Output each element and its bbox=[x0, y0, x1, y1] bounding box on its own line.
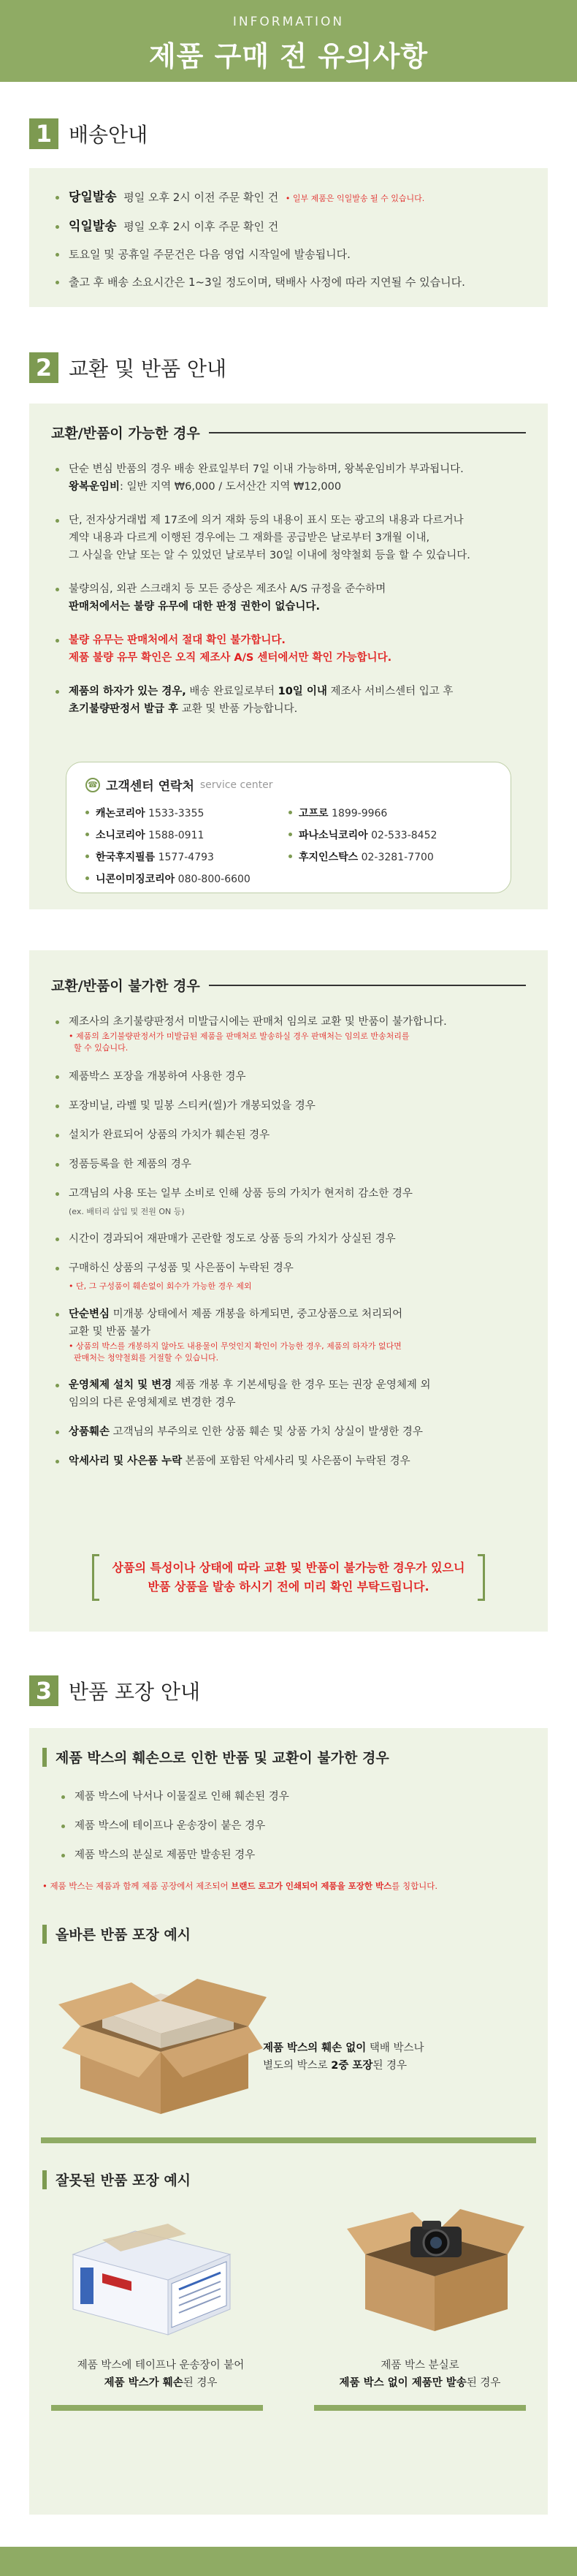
impossible-item: 설치가 완료되어 상품의 가치가 훼손된 경우 bbox=[53, 1126, 542, 1144]
section-1-heading: 배송안내 bbox=[69, 123, 148, 147]
service-center-item: 고프로 1899-9966 bbox=[288, 806, 492, 820]
delivery-box bbox=[29, 168, 548, 307]
possible-item: 단순 변심 반품의 경우 배송 완료일부터 7일 이내 가능하며, 왕복운임비가 부과됩니다. 왕복운임비: 일반 지역 ₩6,000 / 도서산간 지역 ₩12,000 bbox=[53, 461, 535, 496]
service-center-card bbox=[66, 762, 511, 893]
section-3-heading: 반품 포장 안내 bbox=[69, 1680, 201, 1704]
delivery-item: 당일발송 평일 오후 2시 이전 주문 확인 건 • 일부 제품은 익일발송 될 수 있습니다. bbox=[53, 189, 529, 208]
impossible-item: 제품박스 포장을 개봉하여 사용한 경우 bbox=[53, 1068, 542, 1086]
impossible-item: 고객님의 사용 또는 일부 소비로 인해 상품 등의 가치가 현저히 감소한 경우 (ex. 배터리 삽입 및 전원 ON 등) bbox=[53, 1185, 542, 1220]
section-3-title bbox=[29, 1674, 200, 1708]
divider bbox=[51, 2405, 263, 2411]
box-definition-note: • 제품 박스는 제품과 함께 제품 공장에서 제조되어 브랜드 로고가 인쇄되어 제품을 포장한 박스를 칭합니다. bbox=[42, 1881, 438, 1891]
service-center-item: 니콘이미징코리아 080-800-6600 bbox=[85, 871, 288, 886]
bad-example-caption-2: 제품 박스 분실로 제품 박스 없이 제품만 발송된 경우 bbox=[339, 2360, 501, 2389]
possible-item-warning: 불량 유무는 판매처에서 절대 확인 불가합니다. 제품 불량 유무 확인은 오직 제조사 A/S 센터에서만 확인 가능합니다. bbox=[53, 632, 535, 667]
possible-heading: 교환/반품이 가능한 경우 bbox=[51, 423, 526, 442]
impossible-notice: 상품의 특성이나 상태에 따라 교환 및 반품이 불가능한 경우가 있으니 반품 상품을 발송 하시기 전에 미리 확인 부탁드립니다. bbox=[29, 1554, 548, 1601]
camera-only-box-illustration bbox=[343, 2196, 526, 2335]
footer-bar bbox=[0, 2547, 577, 2576]
delivery-item: 출고 후 배송 소요시간은 1~3일 정도이며, 택배사 사정에 따라 지연될 수 있습니다. bbox=[53, 273, 529, 291]
impossible-item: 단순변심 미개봉 상태에서 제품 개봉을 하게되면, 중고상품으로 처리되어 교환 및 반품 불가 • 상품의 박스를 개봉하지 않아도 내용물이 무엇인지 확인이 가능한 경우, 제품의 하자가 없다면 판매처는 청약철회를 거절할 수 있습니다. bbox=[53, 1306, 542, 1366]
delivery-item: 토요일 및 공휴일 주문건은 다음 영업 시작일에 발송됩니다. bbox=[53, 246, 529, 263]
taped-product-box-illustration bbox=[58, 2211, 241, 2342]
service-center-item: 캐논코리아 1533-3355 bbox=[85, 806, 288, 820]
divider bbox=[314, 2405, 526, 2411]
section-1-number: 1 bbox=[29, 118, 58, 149]
service-center-item: 한국후지필름 1577-4793 bbox=[85, 849, 288, 864]
damage-heading: 제품 박스의 훼손으로 인한 반품 및 교환이 불가한 경우 bbox=[42, 1747, 389, 1767]
good-example-heading: 올바른 반품 포장 예시 bbox=[42, 1924, 191, 1944]
impossible-item: 운영체제 설치 및 변경 제품 개봉 후 기본세팅을 한 경우 또는 권장 운영체제 외 임의의 다른 운영체제로 변경한 경우 bbox=[53, 1376, 542, 1412]
impossible-item: 상품훼손 고객님의 부주의로 인한 상품 훼손 및 상품 가치 상실이 발생한 경우 bbox=[53, 1423, 542, 1441]
damage-item: 제품 박스에 테이프나 운송장이 붙은 경우 bbox=[58, 1817, 526, 1835]
impossible-item: 구매하신 상품의 구성품 및 사은품이 누락된 경우 • 단, 그 구성품이 훼손없이 회수가 가능한 경우 제외 bbox=[53, 1259, 542, 1295]
impossible-item: 시간이 경과되어 재판매가 곤란할 정도로 상품 등의 가치가 상실된 경우 bbox=[53, 1230, 542, 1248]
section-1-title bbox=[29, 117, 148, 151]
section-2-heading: 교환 및 반품 안내 bbox=[69, 357, 227, 381]
section-2-title bbox=[29, 351, 226, 384]
service-center-heading: ☎ 고객센터 연락처 service center bbox=[85, 776, 492, 794]
double-box-illustration bbox=[51, 1961, 270, 2121]
impossible-item: 제조사의 초기불량판정서 미발급시에는 판매처 임의로 교환 및 반품이 불가합니다. • 제품의 초기불량판정서가 미발급된 제품을 판매처로 발송하실 경우 판매처는 임의로 반송처리를 할 수 있습니다. bbox=[53, 1013, 542, 1056]
damage-item: 제품 박스에 낙서나 이물질로 인해 훼손된 경우 bbox=[58, 1788, 526, 1806]
page-header bbox=[0, 0, 577, 82]
packaging-box bbox=[29, 1728, 548, 2515]
possible-item: 단, 전자상거래법 제 17조에 의거 재화 등의 내용이 표시 또는 광고의 내용과 다르거나 계약 내용과 다르게 이행된 경우에는 그 재화를 공급받은 날로부터 3개월 이내, 그 사실을 안날 또는 알 수 있었던 날로부터 30일 이내에 청약철회 등을 할 수 있습니다. bbox=[53, 512, 535, 564]
header-en: INFORMATION bbox=[232, 15, 345, 29]
bad-example-caption-1: 제품 박스에 테이프나 운송장이 붙어 제품 박스가 훼손된 경우 bbox=[77, 2360, 245, 2389]
damage-item: 제품 박스의 분실로 제품만 발송된 경우 bbox=[58, 1846, 526, 1864]
section-3-number: 3 bbox=[29, 1675, 58, 1706]
bad-example-heading: 잘못된 반품 포장 예시 bbox=[42, 2170, 191, 2189]
impossible-item: 악세사리 및 사은품 누락 본품에 포함된 악세사리 및 사은품이 누락된 경우 bbox=[53, 1452, 542, 1470]
possible-item: 제품의 하자가 있는 경우, 배송 완료일로부터 10일 이내 제조사 서비스센터 입고 후 초기불량판정서 발급 후 교환 및 반품 가능합니다. bbox=[53, 683, 535, 718]
exchange-possible-box bbox=[29, 404, 548, 909]
service-center-item: 후지인스탁스 02-3281-7700 bbox=[288, 849, 492, 864]
good-example-caption: 제품 박스의 훼손 없이 택배 박스나 별도의 박스로 2중 포장된 경우 bbox=[263, 2042, 424, 2072]
phone-icon: ☎ bbox=[85, 778, 100, 792]
possible-item: 불량의심, 외관 스크래치 등 모든 증상은 제조사 A/S 규정을 준수하며 판매처에서는 불량 유무에 대한 판정 권한이 없습니다. bbox=[53, 580, 535, 615]
divider bbox=[41, 2137, 536, 2143]
impossible-heading: 교환/반품이 불가한 경우 bbox=[51, 975, 526, 995]
impossible-item: 포장비닐, 라벨 및 밀봉 스티커(씰)가 개봉되었을 경우 bbox=[53, 1097, 542, 1115]
delivery-item: 익일발송 평일 오후 2시 이후 주문 확인 건 bbox=[53, 218, 529, 235]
service-center-item: 파나소닉코리아 02-533-8452 bbox=[288, 827, 492, 842]
page-title: 제품 구매 전 유의사항 bbox=[148, 40, 429, 72]
service-center-item: 소니코리아 1588-0911 bbox=[85, 827, 288, 842]
service-center-list bbox=[85, 806, 492, 886]
section-2-number: 2 bbox=[29, 352, 58, 383]
exchange-impossible-box bbox=[29, 950, 548, 1632]
impossible-item: 정품등록을 한 제품의 경우 bbox=[53, 1156, 542, 1173]
